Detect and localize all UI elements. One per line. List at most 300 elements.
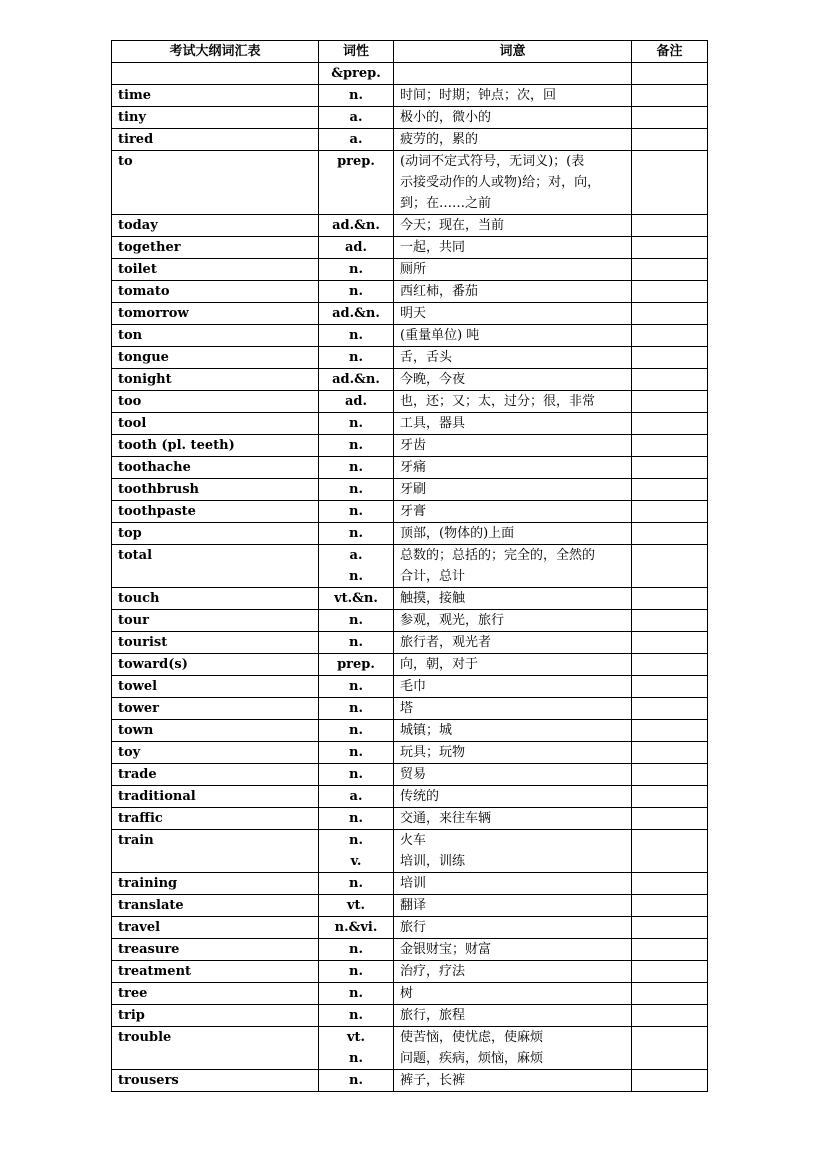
meaning-cell: [394, 830, 632, 873]
table-row: [112, 808, 708, 830]
meaning-line: [400, 63, 625, 84]
note-cell: [632, 786, 708, 808]
part-of-speech-line: prep.: [337, 154, 375, 169]
part-of-speech-cell: [319, 873, 394, 895]
table-row: [112, 961, 708, 983]
table-row: [112, 764, 708, 786]
meaning-line: 也，还；又；太，过分；很，非常: [400, 394, 596, 409]
word-cell: top: [112, 523, 319, 545]
meaning-line: 牙齿: [400, 438, 427, 453]
note-cell: [632, 391, 708, 413]
table-row: [112, 391, 708, 413]
table-row: [112, 107, 708, 129]
part-of-speech-cell: [319, 720, 394, 742]
note-cell: [632, 1005, 708, 1027]
note-cell: [632, 457, 708, 479]
part-of-speech-line: n.: [349, 1051, 363, 1066]
note-cell: [632, 588, 708, 610]
note-cell: [632, 63, 708, 85]
meaning-line: 今晚，今夜: [400, 372, 466, 387]
part-of-speech-cell: [319, 281, 394, 303]
table-row: [112, 259, 708, 281]
part-of-speech-cell: [319, 369, 394, 391]
meaning-line: 培训，训练: [400, 854, 466, 869]
vocabulary-table: [111, 40, 708, 1092]
table-row: [112, 237, 708, 259]
meaning-line: 工具，器具: [400, 416, 466, 431]
part-of-speech-line: vt.: [346, 898, 366, 913]
part-of-speech-cell: [319, 939, 394, 961]
meaning-line: 极小的，微小的: [400, 110, 492, 125]
part-of-speech-cell: [319, 808, 394, 830]
part-of-speech-cell: [319, 259, 394, 281]
part-of-speech-line: a.: [349, 132, 363, 147]
meaning-line: 到；在……之前: [400, 196, 492, 211]
meaning-cell: [394, 129, 632, 151]
note-cell: [632, 369, 708, 391]
word-cell: touch: [112, 588, 319, 610]
part-of-speech-cell: [319, 961, 394, 983]
meaning-cell: [394, 1027, 632, 1070]
part-of-speech-line: n.: [349, 964, 363, 979]
part-of-speech-cell: [319, 391, 394, 413]
part-of-speech-line: n.: [349, 460, 363, 475]
word-cell: town: [112, 720, 319, 742]
part-of-speech-line: n.: [349, 328, 363, 343]
table-row: [112, 545, 708, 588]
note-cell: [632, 413, 708, 435]
meaning-cell: [394, 1070, 632, 1092]
part-of-speech-line: n.: [349, 438, 363, 453]
note-cell: [632, 983, 708, 1005]
meaning-line: (动词不定式符号，无词义)；(表: [400, 154, 585, 169]
table-row: [112, 830, 708, 873]
word-cell: translate: [112, 895, 319, 917]
meaning-cell: [394, 545, 632, 588]
word-cell: tomorrow: [112, 303, 319, 325]
note-cell: [632, 742, 708, 764]
meaning-line: 治疗，疗法: [400, 964, 466, 979]
note-cell: [632, 939, 708, 961]
meaning-line: 旅行者，观光者: [400, 635, 492, 650]
table-row: [112, 325, 708, 347]
part-of-speech-cell: [319, 347, 394, 369]
meaning-cell: [394, 107, 632, 129]
word-cell: tongue: [112, 347, 319, 369]
note-cell: [632, 830, 708, 873]
part-of-speech-cell: [319, 435, 394, 457]
part-of-speech-line: a.: [349, 548, 363, 563]
meaning-line: 城镇；城: [400, 723, 453, 738]
meaning-cell: [394, 523, 632, 545]
note-cell: [632, 961, 708, 983]
table-row: [112, 63, 708, 85]
meaning-cell: [394, 720, 632, 742]
part-of-speech-line: n.: [349, 767, 363, 782]
part-of-speech-cell: [319, 545, 394, 588]
table-header-row: [112, 41, 708, 63]
meaning-line: 玩具；玩物: [400, 745, 466, 760]
note-cell: [632, 895, 708, 917]
table-row: [112, 435, 708, 457]
part-of-speech-line: ad.: [344, 394, 368, 409]
meaning-line: 今天；现在，当前: [400, 218, 505, 233]
note-cell: [632, 698, 708, 720]
part-of-speech-line: ad.: [344, 240, 368, 255]
note-cell: [632, 1070, 708, 1092]
word-cell: toothache: [112, 457, 319, 479]
meaning-cell: [394, 347, 632, 369]
table-row: [112, 895, 708, 917]
meaning-line: 培训: [400, 876, 427, 891]
note-cell: [632, 501, 708, 523]
part-of-speech-cell: [319, 676, 394, 698]
part-of-speech-line: ad.&n.: [332, 218, 380, 233]
meaning-line: 金银财宝；财富: [400, 942, 492, 957]
word-cell: training: [112, 873, 319, 895]
note-cell: [632, 259, 708, 281]
table-row: [112, 588, 708, 610]
word-cell: trousers: [112, 1070, 319, 1092]
note-cell: [632, 610, 708, 632]
note-cell: [632, 479, 708, 501]
meaning-cell: [394, 457, 632, 479]
meaning-cell: [394, 435, 632, 457]
table-row: [112, 983, 708, 1005]
meaning-line: 交通，来往车辆: [400, 811, 492, 826]
part-of-speech-cell: [319, 63, 394, 85]
note-cell: [632, 435, 708, 457]
meaning-cell: [394, 259, 632, 281]
part-of-speech-line: prep.: [337, 657, 375, 672]
word-cell: trade: [112, 764, 319, 786]
word-cell: too: [112, 391, 319, 413]
table-row: [112, 873, 708, 895]
meaning-line: 西红柿，番茄: [400, 284, 479, 299]
part-of-speech-line: ad.&n.: [332, 372, 380, 387]
meaning-line: 旅行: [400, 920, 427, 935]
part-of-speech-cell: [319, 632, 394, 654]
word-cell: trouble: [112, 1027, 319, 1070]
meaning-line: 牙膏: [400, 504, 427, 519]
note-cell: [632, 676, 708, 698]
meaning-cell: [394, 917, 632, 939]
meaning-line: 触摸，接触: [400, 591, 466, 606]
table-row: [112, 457, 708, 479]
part-of-speech-cell: [319, 107, 394, 129]
meaning-line: 明天: [400, 306, 427, 321]
table-row: [112, 698, 708, 720]
note-cell: [632, 129, 708, 151]
part-of-speech-line: a.: [349, 110, 363, 125]
table-row: [112, 610, 708, 632]
meaning-line: 塔: [400, 701, 414, 716]
table-row: [112, 786, 708, 808]
table-row: [112, 654, 708, 676]
note-cell: [632, 632, 708, 654]
note-cell: [632, 808, 708, 830]
part-of-speech-line: n.: [349, 1008, 363, 1023]
meaning-line: 翻译: [400, 898, 427, 913]
part-of-speech-line: n.: [349, 833, 363, 848]
part-of-speech-cell: [319, 917, 394, 939]
part-of-speech-line: n.: [349, 504, 363, 519]
word-cell: tooth (pl. teeth): [112, 435, 319, 457]
table-row: [112, 347, 708, 369]
part-of-speech-cell: [319, 1027, 394, 1070]
note-cell: [632, 873, 708, 895]
part-of-speech-line: n.: [349, 723, 363, 738]
word-cell: total: [112, 545, 319, 588]
word-cell: toward(s): [112, 654, 319, 676]
table-row: [112, 413, 708, 435]
table-row: [112, 369, 708, 391]
meaning-cell: [394, 413, 632, 435]
header-meaning: 词意: [394, 41, 632, 63]
part-of-speech-line: vt.: [346, 1030, 366, 1045]
meaning-cell: [394, 742, 632, 764]
part-of-speech-cell: [319, 786, 394, 808]
meaning-line: 火车: [400, 833, 427, 848]
part-of-speech-cell: [319, 501, 394, 523]
meaning-cell: [394, 325, 632, 347]
meaning-cell: [394, 632, 632, 654]
part-of-speech-line: ad.&n.: [332, 306, 380, 321]
meaning-cell: [394, 808, 632, 830]
word-cell: ton: [112, 325, 319, 347]
part-of-speech-line: n.: [349, 482, 363, 497]
part-of-speech-line: n.: [349, 416, 363, 431]
part-of-speech-line: n.: [349, 569, 363, 584]
word-cell: tool: [112, 413, 319, 435]
part-of-speech-cell: [319, 654, 394, 676]
word-cell: tourist: [112, 632, 319, 654]
part-of-speech-line: n.: [349, 701, 363, 716]
word-cell: time: [112, 85, 319, 107]
meaning-cell: [394, 676, 632, 698]
part-of-speech-cell: [319, 85, 394, 107]
part-of-speech-line: &prep.: [331, 66, 381, 81]
word-cell: train: [112, 830, 319, 873]
part-of-speech-line: n.: [349, 876, 363, 891]
meaning-line: 向，朝，对于: [400, 657, 479, 672]
table-row: [112, 917, 708, 939]
part-of-speech-cell: [319, 151, 394, 215]
meaning-line: 参观，观光，旅行: [400, 613, 505, 628]
word-cell: tonight: [112, 369, 319, 391]
table-row: [112, 939, 708, 961]
word-cell: toilet: [112, 259, 319, 281]
meaning-cell: [394, 151, 632, 215]
word-cell: tour: [112, 610, 319, 632]
part-of-speech-line: n.: [349, 262, 363, 277]
header-note: 备注: [632, 41, 708, 63]
word-cell: towel: [112, 676, 319, 698]
meaning-line: 示接受动作的人或物)给；对，向，: [400, 175, 601, 190]
word-cell: trip: [112, 1005, 319, 1027]
part-of-speech-cell: [319, 610, 394, 632]
word-cell: today: [112, 215, 319, 237]
meaning-line: 毛巾: [400, 679, 427, 694]
meaning-line: 裤子，长裤: [400, 1073, 466, 1088]
table-row: [112, 742, 708, 764]
part-of-speech-cell: [319, 1005, 394, 1027]
table-row: [112, 85, 708, 107]
part-of-speech-line: n.: [349, 1073, 363, 1088]
meaning-line: 使苦恼，使忧虑，使麻烦: [400, 1030, 544, 1045]
note-cell: [632, 764, 708, 786]
table-row: [112, 479, 708, 501]
meaning-line: 牙痛: [400, 460, 427, 475]
meaning-line: 传统的: [400, 789, 440, 804]
note-cell: [632, 654, 708, 676]
table-row: [112, 151, 708, 215]
meaning-cell: [394, 654, 632, 676]
part-of-speech-line: n.&vi.: [334, 920, 378, 935]
word-cell: toothbrush: [112, 479, 319, 501]
meaning-cell: [394, 391, 632, 413]
meaning-cell: [394, 479, 632, 501]
part-of-speech-line: n.: [349, 526, 363, 541]
word-cell: toothpaste: [112, 501, 319, 523]
meaning-cell: [394, 786, 632, 808]
part-of-speech-cell: [319, 764, 394, 786]
meaning-cell: [394, 215, 632, 237]
part-of-speech-line: n.: [349, 986, 363, 1001]
meaning-cell: [394, 303, 632, 325]
word-cell: tower: [112, 698, 319, 720]
meaning-line: 一起，共同: [400, 240, 466, 255]
meaning-line: 总数的；总括的；完全的，全然的: [400, 548, 596, 563]
note-cell: [632, 281, 708, 303]
meaning-line: 时间；时期；钟点；次，回: [400, 88, 557, 103]
table-row: [112, 129, 708, 151]
word-cell: tree: [112, 983, 319, 1005]
word-cell: tired: [112, 129, 319, 151]
meaning-cell: [394, 610, 632, 632]
meaning-cell: [394, 873, 632, 895]
part-of-speech-cell: [319, 215, 394, 237]
meaning-line: (重量单位) 吨: [400, 328, 480, 343]
note-cell: [632, 107, 708, 129]
part-of-speech-cell: [319, 325, 394, 347]
meaning-cell: [394, 698, 632, 720]
header-word: 考试大纲词汇表: [112, 41, 319, 63]
note-cell: [632, 720, 708, 742]
meaning-cell: [394, 961, 632, 983]
meaning-cell: [394, 1005, 632, 1027]
word-cell: toy: [112, 742, 319, 764]
meaning-cell: [394, 237, 632, 259]
word-cell: tiny: [112, 107, 319, 129]
part-of-speech-line: n.: [349, 635, 363, 650]
meaning-line: 舌，舌头: [400, 350, 453, 365]
meaning-cell: [394, 588, 632, 610]
note-cell: [632, 325, 708, 347]
part-of-speech-cell: [319, 1070, 394, 1092]
part-of-speech-cell: [319, 413, 394, 435]
word-cell: treatment: [112, 961, 319, 983]
note-cell: [632, 347, 708, 369]
part-of-speech-cell: [319, 983, 394, 1005]
table-row: [112, 523, 708, 545]
part-of-speech-line: n.: [349, 613, 363, 628]
table-row: [112, 1027, 708, 1070]
table-row: [112, 281, 708, 303]
word-cell: traditional: [112, 786, 319, 808]
note-cell: [632, 523, 708, 545]
part-of-speech-cell: [319, 895, 394, 917]
part-of-speech-cell: [319, 523, 394, 545]
word-cell: traffic: [112, 808, 319, 830]
table-row: [112, 720, 708, 742]
meaning-cell: [394, 63, 632, 85]
word-cell: treasure: [112, 939, 319, 961]
part-of-speech-cell: [319, 479, 394, 501]
part-of-speech-cell: [319, 742, 394, 764]
meaning-cell: [394, 983, 632, 1005]
meaning-cell: [394, 85, 632, 107]
meaning-cell: [394, 501, 632, 523]
table-body: [112, 63, 708, 1092]
part-of-speech-line: n.: [349, 88, 363, 103]
part-of-speech-line: v.: [350, 854, 362, 869]
table-row: [112, 1005, 708, 1027]
part-of-speech-line: n.: [349, 350, 363, 365]
part-of-speech-line: n.: [349, 745, 363, 760]
meaning-line: 问题，疾病，烦恼，麻烦: [400, 1051, 544, 1066]
part-of-speech-cell: [319, 588, 394, 610]
meaning-line: 旅行，旅程: [400, 1008, 466, 1023]
note-cell: [632, 237, 708, 259]
part-of-speech-cell: [319, 830, 394, 873]
part-of-speech-line: a.: [349, 789, 363, 804]
part-of-speech-line: vt.&n.: [334, 591, 378, 606]
part-of-speech-line: n.: [349, 942, 363, 957]
part-of-speech-cell: [319, 457, 394, 479]
table-row: [112, 1070, 708, 1092]
table-row: [112, 676, 708, 698]
meaning-cell: [394, 895, 632, 917]
part-of-speech-line: n.: [349, 284, 363, 299]
word-cell: tomato: [112, 281, 319, 303]
meaning-line: 树: [400, 986, 414, 1001]
part-of-speech-line: n.: [349, 811, 363, 826]
table-row: [112, 632, 708, 654]
meaning-line: 厕所: [400, 262, 427, 277]
word-cell: travel: [112, 917, 319, 939]
meaning-line: 合计，总计: [400, 569, 466, 584]
note-cell: [632, 215, 708, 237]
part-of-speech-line: n.: [349, 679, 363, 694]
header-part-of-speech: 词性: [319, 41, 394, 63]
meaning-cell: [394, 281, 632, 303]
part-of-speech-cell: [319, 698, 394, 720]
note-cell: [632, 85, 708, 107]
part-of-speech-cell: [319, 237, 394, 259]
note-cell: [632, 545, 708, 588]
table-row: [112, 303, 708, 325]
meaning-line: 疲劳的，累的: [400, 132, 479, 147]
word-cell: [112, 63, 319, 85]
meaning-line: 牙刷: [400, 482, 427, 497]
word-cell: to: [112, 151, 319, 215]
note-cell: [632, 1027, 708, 1070]
table-row: [112, 215, 708, 237]
note-cell: [632, 151, 708, 215]
note-cell: [632, 917, 708, 939]
table-row: [112, 501, 708, 523]
